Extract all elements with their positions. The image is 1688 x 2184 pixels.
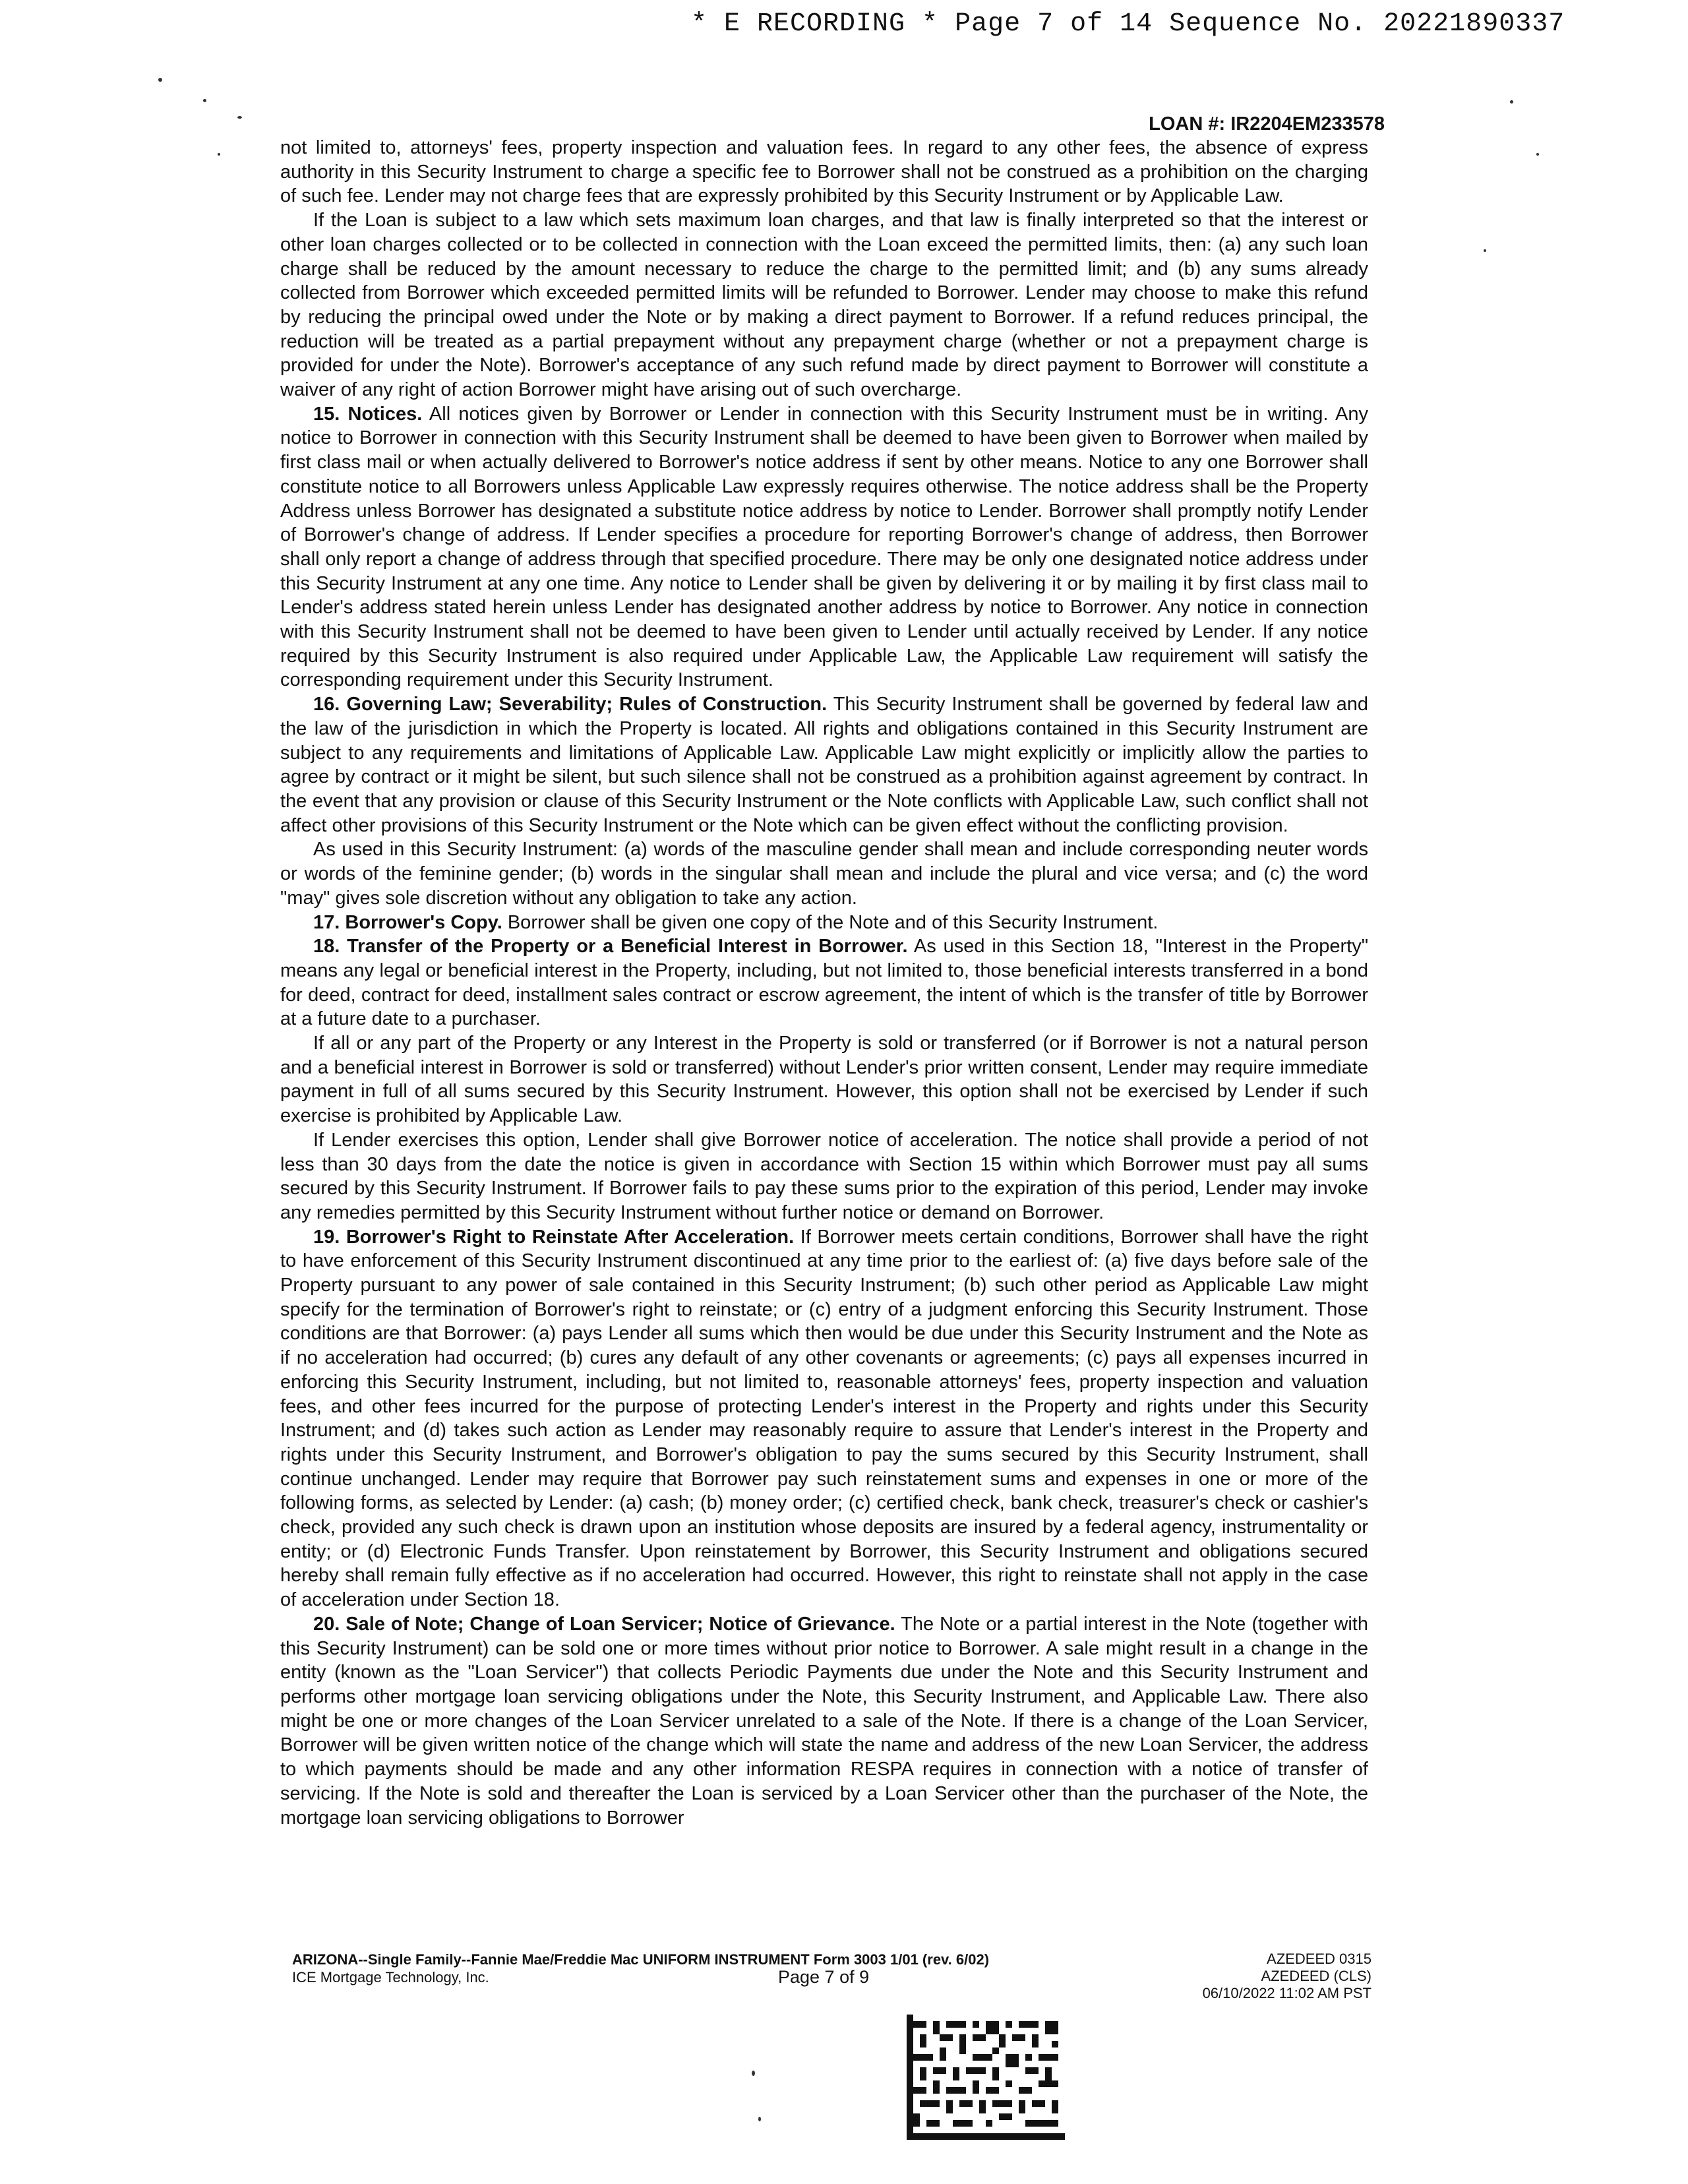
footer-form-info — [292, 1951, 1083, 1986]
scan-speck — [237, 116, 242, 119]
paragraph-text: If Borrower meets certain conditions, Borrower shall have the right to have enforcement of this Security Instrument discontinued at any time prior to the earliest of: (a) five days before sale of the Property pursuant to any power of sale contained in this Security Instrument; (b) such other period as Applicable Law might specify for the termination of Borrower's right to reinstate; or (c) entry of a judgment enforcing this Security Instrument. Those conditions are that Borrower: (a) pays Lender all sums which then would be due under this Security Instrument and the Note as if no acceleration had occurred; (b) cures any default of any other covenants or agreements; (c) pays all expenses incurred in enforcing this Security Instrument, including, but not limited to, reasonable attorneys' fees, property inspection and valuation fees, and other fees incurred for the purpose of protecting Lender's interest in the Property and rights under this Security Instrument; and (d) takes such action as Lender may reasonably require to assure that Lender's interest in the Property and rights under this Security Instrument, and Borrower's obligation to pay the sums secured by this Security Instrument, shall continue unchanged. Lender may require that Borrower pay such reinstatement sums and expenses in one or more of the following forms, as selected by Lender: (a) cash; (b) money order; (c) certified check, bank check, treasurer's check or cashier's check, provided any such check is drawn upon an institution whose deposits are insured by a federal agency, instrumentality or entity; or (d) Electronic Funds Transfer. Upon reinstatement by Borrower, this Security Instrument and obligations secured hereby shall remain fully effective as if no acceleration had occurred. However, this right to reinstate shall not apply in the case of acceleration under Section 18. — [280, 1226, 1369, 1611]
paragraph-text: If Lender exercises this option, Lender shall give Borrower notice of acceleration. The notice shall provide a period of not less than 30 days from the date the notice is given in accordance with Section 15 within which Borrower must pay all sums secured by this Security Instrument. If Borrower fails to pay these sums prior to the expiration of this period, Lender may invoke any remedies permitted by this Security Instrument without further notice or demand on Borrower. — [280, 1129, 1368, 1223]
scan-speck — [752, 2071, 755, 2076]
paragraph — [280, 208, 1368, 402]
section-15 — [280, 402, 1368, 692]
scan-speck — [158, 78, 162, 82]
section-heading: 15. Notices. — [313, 403, 423, 425]
scan-speck — [1484, 249, 1486, 252]
section-18 — [280, 934, 1368, 1031]
print-timestamp: 06/10/2022 11:02 AM PST — [1202, 1985, 1372, 2001]
paragraph — [280, 837, 1368, 910]
section-16 — [280, 692, 1368, 837]
form-code-cls: AZEDEED (CLS) — [1261, 1968, 1372, 1984]
company-name: ICE Mortgage Technology, Inc. — [292, 1969, 489, 1986]
recording-stamp: * E RECORDING * Page 7 of 14 Sequence No. 20221890337 — [691, 9, 1565, 39]
footer-codes — [1121, 1951, 1372, 2002]
scan-speck — [203, 99, 206, 102]
paragraph-text: This Security Instrument shall be governed by federal law and the law of the jurisdiction in which the Property is located. All rights and obligations contained in this Security Instrument are subject to any requirements and limitations of Applicable Law. Applicable Law might explicitly or implicitly allow the parties to agree by contract or it might be silent, but such silence shall not be construed as a prohibition against agreement by contract. In the event that any provision or clause of this Security Instrument or the Note conflicts with Applicable Law, such conflict shall not affect other provisions of this Security Instrument or the Note which can be given effect without the conflicting provision. — [280, 694, 1368, 836]
section-heading: 18. Transfer of the Property or a Beneficial Interest in Borrower. — [313, 936, 908, 957]
section-heading: 19. Borrower's Right to Reinstate After Acceleration. — [313, 1226, 795, 1248]
scan-speck — [218, 153, 220, 156]
section-19 — [280, 1225, 1368, 1612]
paragraph — [280, 1128, 1368, 1225]
section-17 — [280, 911, 1368, 935]
form-code: AZEDEED 0315 — [1267, 1951, 1372, 1967]
section-20 — [280, 1612, 1368, 1830]
paragraph-text: Borrower shall be given one copy of the Note and of this Security Instrument. — [507, 911, 1159, 933]
scan-speck — [758, 2117, 761, 2121]
paragraph — [280, 136, 1368, 208]
scan-speck — [1510, 100, 1513, 104]
section-heading: 20. Sale of Note; Change of Loan Servicer; Notice of Grievance. — [313, 1613, 895, 1635]
document-body — [280, 136, 1368, 1830]
paragraph-text: All notices given by Borrower or Lender in connection with this Security Instrument must be in writing. Any notice to Borrower in connection with this Security Instrument shall be deemed to have been given to Borrower when mailed by first class mail or when actually delivered to Borrower's notice address if sent by other means. Notice to any one Borrower shall constitute notice to all Borrowers unless Applicable Law expressly requires otherwise. The notice address shall be the Property Address unless Borrower has designated a substitute notice address by notice to Lender. Borrower shall promptly notify Lender of Borrower's change of address. If Lender specifies a procedure for reporting Borrower's change of address, then Borrower shall only report a change of address through that specified procedure. There may be only one designated notice address under this Security Instrument at any one time. Any notice to Lender shall be given by delivering it or by mailing it by first class mail to Lender's address stated herein unless Lender has designated another address by notice to Borrower. Any notice in connection with this Security Instrument shall not be deemed to have been given to Lender until actually received by Lender. If any notice required by this Security Instrument is also required under Applicable Law, the Applicable Law requirement will satisfy the corresponding requirement under this Security Instrument. — [280, 403, 1368, 691]
section-heading: 16. Governing Law; Severability; Rules of Construction. — [313, 694, 828, 715]
section-heading: 17. Borrower's Copy. — [313, 911, 502, 933]
barcode-icon — [907, 2015, 1065, 2140]
paragraph-text: If the Loan is subject to a law which sets maximum loan charges, and that law is finally interpreted so that the interest or other loan charges collected or to be collected in connection with the Loan exceed the permitted limits, then: (a) any such loan charge shall be reduced by the amount necessary to reduce the charge to the permitted limit; and (b) any sums already collected from Borrower which exceeded permitted limits will be refunded to Borrower. Lender may choose to make this refund by reducing the principal owed under the Note or by making a direct payment to Borrower. If a refund reduces principal, the reduction will be treated as a partial prepayment without any prepayment charge (whether or not a prepayment charge is provided for under the Note). Borrower's acceptance of any such refund made by direct payment to Borrower will constitute a waiver of any right of action Borrower might have arising out of such overcharge. — [280, 210, 1368, 401]
page-number: Page 7 of 9 — [778, 1967, 870, 1987]
paragraph — [280, 1031, 1368, 1128]
paragraph-text: As used in this Section 18, "Interest in the Property" means any legal or beneficial interest in the Property, including, but not limited to, those beneficial interests transferred in a bond for deed, contract for deed, installment sales contract or escrow agreement, the intent of which is the transfer of title by Borrower at a future date to a purchaser. — [280, 936, 1368, 1030]
paragraph-text: not limited to, attorneys' fees, property inspection and valuation fees. In regard to any other fees, the absence of express authority in this Security Instrument to charge a specific fee to Borrower shall not be construed as a prohibition on the charging of such fee. Lender may not charge fees that are expressly prohibited by this Security Instrument or by Applicable Law. — [280, 137, 1368, 207]
form-title: ARIZONA--Single Family--Fannie Mae/Freddie Mac UNIFORM INSTRUMENT Form 3003 1/01 (rev. 6/02) — [292, 1951, 990, 1968]
paragraph-text: As used in this Security Instrument: (a) words of the masculine gender shall mean and include corresponding neuter words or words of the feminine gender; (b) words in the singular shall mean and include the plural and vice versa; and (c) the word "may" gives sole discretion without any obligation to take any action. — [280, 839, 1368, 909]
loan-number: LOAN #: IR2204EM233578 — [1149, 113, 1385, 135]
paragraph-text: If all or any part of the Property or any Interest in the Property is sold or transferred (or if Borrower is not a natural person and a beneficial interest in Borrower is sold or transferred) without Lender's prior written consent, Lender may require immediate payment in full of all sums secured by this Security Instrument. However, this option shall not be exercised by Lender if such exercise is prohibited by Applicable Law. — [280, 1033, 1368, 1127]
paragraph-text: The Note or a partial interest in the Note (together with this Security Instrument) can be sold one or more times without prior notice to Borrower. A sale might result in a change in the entity (known as the "Loan Servicer") that collects Periodic Payments due under the Note and this Security Instrument and performs other mortgage loan servicing obligations under the Note, this Security Instrument, and Applicable Law. There also might be one or more changes of the Loan Servicer unrelated to a sale of the Note. If there is a change of the Loan Servicer, Borrower will be given written notice of the change which will state the name and address of the new Loan Servicer, the address to which payments should be made and any other information RESPA requires in connection with a notice of transfer of servicing. If the Note is sold and thereafter the Loan is serviced by a Loan Servicer other than the purchaser of the Note, the mortgage loan servicing obligations to Borrower — [280, 1613, 1368, 1829]
scan-speck — [1536, 153, 1539, 156]
